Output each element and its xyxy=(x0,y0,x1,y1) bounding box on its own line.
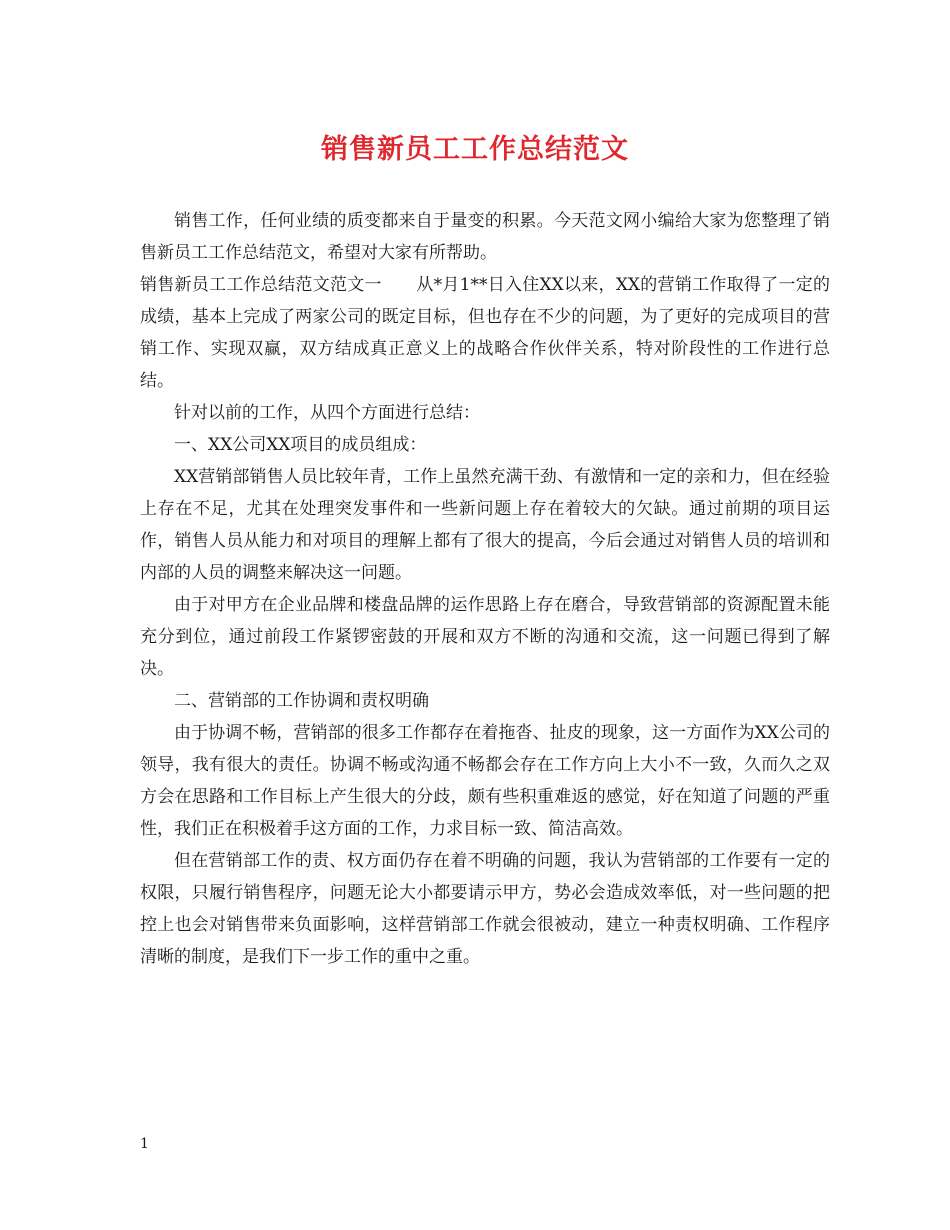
paragraph-team: XX营销部销售人员比较年青，工作上虽然充满干劲、有激情和一定的亲和力，但在经验上存在不足，尤其在处理突发事件和一些新问题上存在着较大的欠缺。通过前期的项目运作，销售人员从能力和对项目的理解上都有了很大的提高，今后会通过对销售人员的培训和内部的人员的调整来解决这一问题。 xyxy=(140,467,830,583)
paragraph-intro: 销售工作，任何业绩的质变都来自于量变的积累。今天范文网小编给大家为您整理了销售新员工工作总结范文，希望对大家有所帮助。 xyxy=(140,211,830,263)
paragraph-resources: 由于对甲方在企业品牌和楼盘品牌的运作思路上存在磨合，导致营销部的资源配置未能充分到位，通过前段工作紧锣密鼓的开展和双方不断的沟通和交流，这一问题已得到了解决。 xyxy=(140,595,830,679)
paragraph-sample-one: 销售新员工工作总结范文范文一 从*月1**日入住XX以来，XX的营销工作取得了一定的成绩，基本上完成了两家公司的既定目标，但也存在不少的问题，为了更好的完成项目的营销工作、实现双赢，双方结成真正意义上的战略合作伙伴关系，特对阶段性的工作进行总结。 xyxy=(140,275,830,391)
document-body xyxy=(140,205,830,973)
paragraph-overview: 针对以前的工作，从四个方面进行总结： xyxy=(174,403,480,423)
document-title: 销售新员工工作总结范文 xyxy=(321,134,629,165)
section-heading-2: 二、营销部的工作协调和责权明确 xyxy=(174,691,429,711)
paragraph-coordination: 由于协调不畅，营销部的很多工作都存在着拖沓、扯皮的现象，这一方面作为XX公司的领导，我有很大的责任。协调不畅或沟通不畅都会存在工作方向上大小不一致，久而久之双方会在思路和工作目标上产生很大的分歧，颇有些积重难返的感觉，好在知道了问题的严重性，我们正在积极着手这方面的工作，力求目标一致、简洁高效。 xyxy=(140,723,830,839)
paragraph-authority: 但在营销部工作的责、权方面仍存在着不明确的问题，我认为营销部的工作要有一定的权限，只履行销售程序，问题无论大小都要请示甲方，势必会造成效率低，对一些问题的把控上也会对销售带来负面影响，这样营销部工作就会很被动，建立一种责权明确、工作程序清晰的制度，是我们下一步工作的重中之重。 xyxy=(140,851,830,967)
page-number: 1 xyxy=(140,1136,149,1152)
section-heading-1: 一、XX公司XX项目的成员组成： xyxy=(174,435,427,455)
